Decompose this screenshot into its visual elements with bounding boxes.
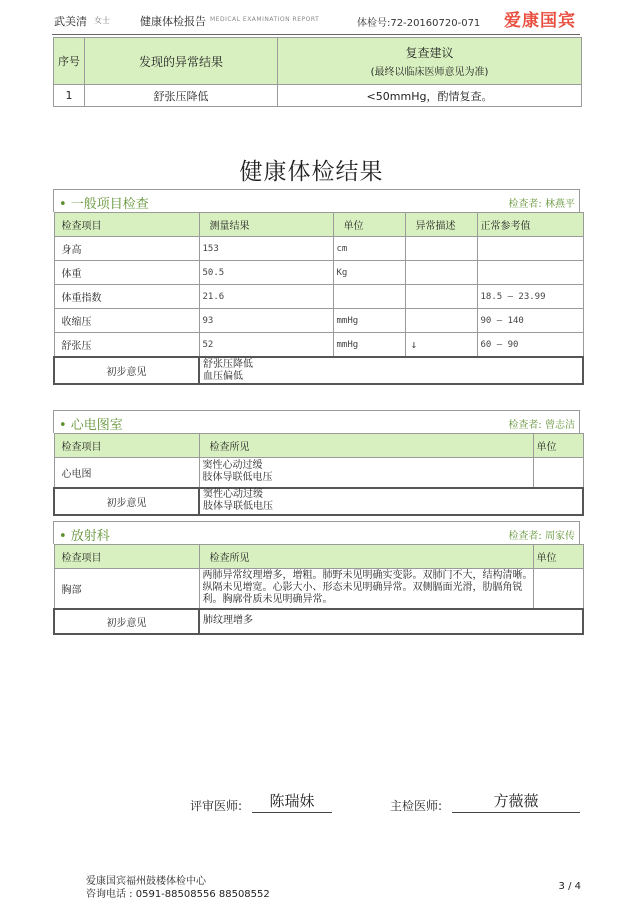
col-header: 检查项目 <box>54 213 199 237</box>
report-subtitle: MEDICAL EXAMINATION REPORT <box>210 16 320 23</box>
opinion-line: 窦性心动过缓 <box>203 489 263 500</box>
item-flag <box>405 285 477 309</box>
section-title: • 放射科 <box>59 529 110 544</box>
table-row <box>54 85 582 107</box>
finding-line: 肢体导联低电压 <box>202 472 273 484</box>
col-header: 检查项目 <box>54 434 199 458</box>
opinion-label: 初步意见 <box>54 357 199 384</box>
opinion-value <box>199 357 583 384</box>
table-row <box>54 458 583 488</box>
item-finding: 两肺异常纹理增多，增粗。肺野未见明确实变影。双肺门不大，结构清晰。纵隔未见增宽。心影大小、形态未见明确异常。双侧膈面光滑，肋膈角锐利。胸廓骨质未见明确异常。 <box>199 569 533 609</box>
item-unit <box>333 285 405 309</box>
chief-signature-line <box>452 812 580 813</box>
row-finding: 舒张压降低 <box>85 85 278 107</box>
page-header <box>52 8 580 35</box>
chief-signature: 方薇薇 <box>493 792 539 810</box>
opinion-line: 舒张压降低 <box>203 358 253 370</box>
opinion-row <box>54 609 583 634</box>
item-name: 胸部 <box>54 569 199 609</box>
item-flag <box>405 261 477 285</box>
opinion-row <box>54 357 583 384</box>
row-no: 1 <box>54 85 85 107</box>
page-footer <box>86 875 270 901</box>
advice-header-label: 复查建议 <box>405 46 454 60</box>
opinion-line: 肢体导联低电压 <box>203 501 273 512</box>
col-header: 检查项目 <box>54 545 199 569</box>
table-row <box>54 285 583 309</box>
item-result: 50.5 <box>199 261 333 285</box>
col-header: 检查所见 <box>199 434 533 458</box>
table-row <box>54 309 583 333</box>
row-advice: <50mmHg，酌情复查。 <box>278 85 582 107</box>
opinion-label: 初步意见 <box>54 609 199 634</box>
item-unit: Kg <box>333 261 405 285</box>
table-row <box>54 569 583 609</box>
section-header <box>53 521 580 544</box>
item-unit <box>533 458 583 488</box>
item-flag <box>405 237 477 261</box>
reviewer-signature-line <box>252 812 332 813</box>
page-title: 健康体检结果 <box>239 159 384 185</box>
col-header: 异常描述 <box>405 213 477 237</box>
opinion-label: 初步意见 <box>54 488 199 515</box>
col-header: 测量结果 <box>199 213 333 237</box>
table-row <box>54 333 583 358</box>
reviewer-signature: 陈瑞妹 <box>269 792 315 810</box>
section-header <box>53 189 580 212</box>
item-name: 舒张压 <box>54 333 199 358</box>
item-name: 身高 <box>54 237 199 261</box>
item-ref: 18.5 — 23.99 <box>477 285 583 309</box>
general-table <box>53 212 584 385</box>
examiner: 检查者: 林燕平 <box>508 199 575 210</box>
chief-label: 主检医师: <box>390 799 443 813</box>
patient-gender: 女士 <box>94 16 110 25</box>
item-ref <box>477 261 583 285</box>
item-result: 52 <box>199 333 333 358</box>
item-name: 体重指数 <box>54 285 199 309</box>
general-section <box>53 189 580 385</box>
item-unit: mmHg <box>333 333 405 358</box>
item-finding <box>199 458 533 488</box>
item-unit <box>533 569 583 609</box>
center-name: 爱康国宾福州鼓楼体检中心 <box>86 876 206 887</box>
item-flag <box>405 309 477 333</box>
col-header-finding: 发现的异常结果 <box>85 38 278 85</box>
reviewer-label: 评审医师: <box>190 799 243 813</box>
col-header: 单位 <box>333 213 405 237</box>
item-result: 21.6 <box>199 285 333 309</box>
examiner: 检查者: 曾志洁 <box>508 420 575 431</box>
opinion-value: 肺纹理增多 <box>199 609 583 634</box>
item-flag: ↓ <box>405 333 477 358</box>
item-ref <box>477 237 583 261</box>
col-header-no: 序号 <box>54 38 85 85</box>
brand-logo: 爱康国宾 <box>504 11 576 31</box>
opinion-row <box>54 488 583 515</box>
item-unit: mmHg <box>333 309 405 333</box>
section-title: • 一般项目检查 <box>59 197 149 212</box>
item-result: 93 <box>199 309 333 333</box>
item-name: 收缩压 <box>54 309 199 333</box>
radiology-section <box>53 521 580 635</box>
table-row <box>54 237 583 261</box>
item-ref: 90 — 140 <box>477 309 583 333</box>
section-title: • 心电图室 <box>59 418 123 433</box>
contact-phone: 咨询电话 : 0591-88508556 88508552 <box>86 889 270 900</box>
item-unit: cm <box>333 237 405 261</box>
item-name: 体重 <box>54 261 199 285</box>
ecg-table <box>53 433 584 516</box>
ecg-section <box>53 410 580 516</box>
patient-name: 武美清 <box>54 15 87 28</box>
col-header-advice <box>278 38 582 85</box>
col-header: 单位 <box>533 545 583 569</box>
report-title: 健康体检报告 <box>140 15 206 28</box>
finding-line: 窦性心动过缓 <box>202 460 263 472</box>
table-row <box>54 261 583 285</box>
col-header: 正常参考值 <box>477 213 583 237</box>
item-name: 心电图 <box>54 458 199 488</box>
abnormal-results-table <box>53 37 582 107</box>
radiology-table <box>53 544 584 635</box>
col-header: 检查所见 <box>199 545 533 569</box>
opinion-value <box>199 488 583 515</box>
advice-header-note: (最终以临床医师意见为准) <box>370 67 489 78</box>
item-ref: 60 — 90 <box>477 333 583 358</box>
page-number: 3 / 4 <box>558 881 581 892</box>
col-header: 单位 <box>533 434 583 458</box>
exam-number: 体检号:72-20160720-071 <box>357 18 481 29</box>
examiner: 检查者: 周家传 <box>508 531 575 542</box>
item-result: 153 <box>199 237 333 261</box>
opinion-line: 血压偏低 <box>203 370 243 382</box>
section-header <box>53 410 580 433</box>
